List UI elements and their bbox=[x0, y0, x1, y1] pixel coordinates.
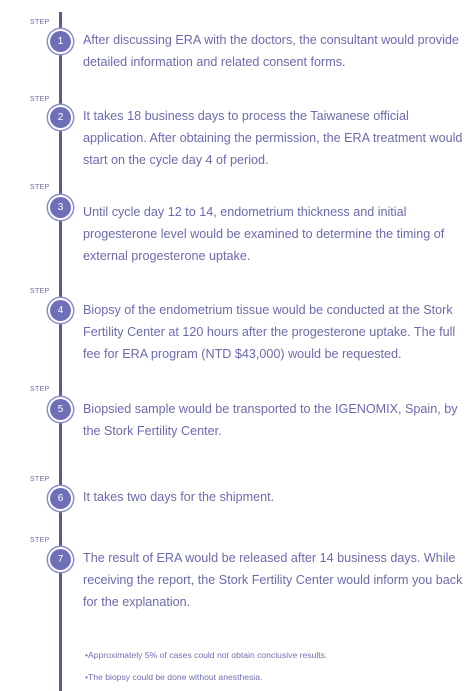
step-number-badge: 5 bbox=[50, 399, 71, 420]
step-label: STEP bbox=[30, 288, 50, 295]
step-description: The result of ERA would be released after 14 business days. While receiving the report, the Stork Fertility Center would inform you back for the explanation. bbox=[83, 551, 463, 609]
step-description: It takes 18 business days to process the Taiwanese official application. After obtaining the permission, the ERA treatment would start on the cycle day 4 of period. bbox=[83, 109, 463, 167]
step-description: After discussing ERA with the doctors, the consultant would provide detailed information and related consent forms. bbox=[83, 33, 459, 69]
footnote-item: •The biopsy could be done without anesthesia. bbox=[85, 672, 263, 682]
step-number-badge: 1 bbox=[50, 31, 71, 52]
step-number-badge: 4 bbox=[50, 300, 71, 321]
step-number-badge: 3 bbox=[50, 197, 71, 218]
step-description: Biopsy of the endometrium tissue would be conducted at the Stork Fertility Center at 120 hours after the progesterone uptake. The full fee for ERA program (NTD $43,000) would be requested. bbox=[83, 303, 456, 361]
step-number-badge: 7 bbox=[50, 549, 71, 570]
step-description: Until cycle day 12 to 14, endometrium thickness and initial progesterone level would be examined to determine the timing of external progesterone uptake. bbox=[83, 205, 445, 263]
step-description: It takes two days for the shipment. bbox=[83, 490, 275, 504]
step-description: Biopsied sample would be transported to the IGENOMIX, Spain, by the Stork Fertility Center. bbox=[83, 402, 458, 438]
step-label: STEP bbox=[30, 19, 50, 26]
footnote-item: •Approximately 5% of cases could not obtain conclusive results. bbox=[85, 650, 328, 660]
step-label: STEP bbox=[30, 96, 50, 103]
step-number-badge: 6 bbox=[50, 488, 71, 509]
step-label: STEP bbox=[30, 184, 50, 191]
footnotes bbox=[85, 644, 465, 688]
step-label: STEP bbox=[30, 476, 50, 483]
step-number-badge: 2 bbox=[50, 107, 71, 128]
step-label: STEP bbox=[30, 537, 50, 544]
step-label: STEP bbox=[30, 386, 50, 393]
